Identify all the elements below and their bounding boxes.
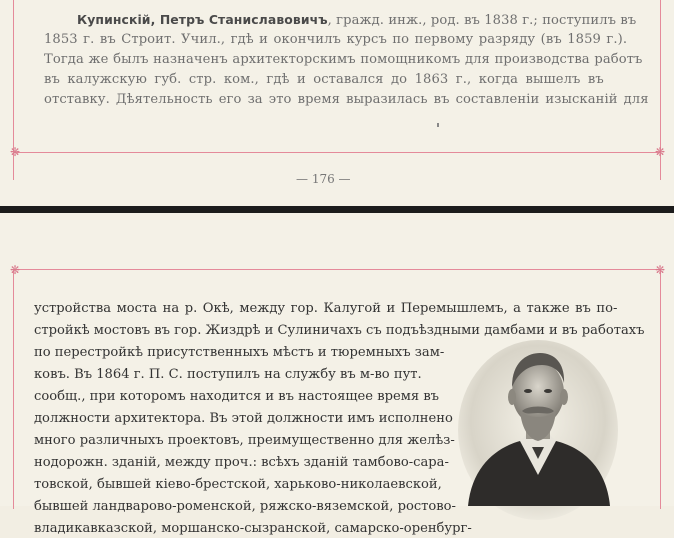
text-line-8: нодорожн. зданій, между проч.: всѣхъ зданій тамбово-сара- <box>34 455 449 470</box>
text-line-10: бывшей ландварово-роменской, ряжско-вяземской, ростово- <box>34 499 456 514</box>
text-line-5: отставку. Дѣятельность его за это время выразилась въ составленіи изысканій для <box>44 92 649 107</box>
left-border-line <box>13 269 14 509</box>
page-separator <box>0 206 674 213</box>
ink-speck <box>437 123 439 127</box>
corner-ornament-icon: ❋ <box>10 145 21 159</box>
text-line-1: Купинскій, Петръ Станиславовичъ, гражд. инж., род. въ 1838 г.; поступилъ въ <box>77 12 637 28</box>
text-line-5: сообщ., при которомъ находится и въ настоящее время въ <box>34 389 440 404</box>
text-line-4: ковъ. Въ 1864 г. П. С. поступилъ на службу въ м-во пут. <box>34 367 422 382</box>
text-line-1: устройства моста на р. Окѣ, между гор. Калугой и Перемышлемъ, а также въ по- <box>34 301 618 316</box>
person-name: Купинскій, Петръ Станиславовичъ <box>77 12 328 27</box>
page-number: — 176 — <box>296 172 351 186</box>
text-line-3: Тогда же былъ назначенъ архитекторскимъ помощникомъ для производства работъ <box>44 52 643 67</box>
text-line-2: стройкѣ мостовъ въ гор. Жиздрѣ и Сулиничахъ съ подъѣздными дамбами и въ работахъ <box>34 323 645 338</box>
corner-ornament-icon: ❋ <box>655 145 666 159</box>
corner-ornament-icon: ❋ <box>10 263 21 277</box>
text-line-2: 1853 г. въ Строит. Учил., гдѣ и окончилъ курсъ по первому разряду (въ 1859 г.). <box>44 32 628 47</box>
text-line-3: по перестройкѣ присутственныхъ мѣстъ и тюремныхъ зам- <box>34 345 445 360</box>
text-line-9: товской, бывшей кіево-брестской, харьково-николаевской, <box>34 477 442 492</box>
bottom-border-line <box>13 152 661 153</box>
top-border-line <box>13 269 661 270</box>
right-border-line <box>660 269 661 509</box>
portrait-photo <box>458 335 618 506</box>
text-line-4: въ калужскую губ. стр. ком., гдѣ и оставался до 1863 г., когда вышелъ въ <box>44 72 604 87</box>
corner-ornament-icon: ❋ <box>655 263 666 277</box>
text-line-11: владикавказской, моршанско-сызранской, самарско-оренбург- <box>34 521 472 536</box>
text-line-6: должности архитектора. Въ этой должности имъ исполнено <box>34 411 453 426</box>
top-page <box>0 0 674 206</box>
text-line-7: много различныхъ проектовъ, преимущественно для желѣз- <box>34 433 455 448</box>
